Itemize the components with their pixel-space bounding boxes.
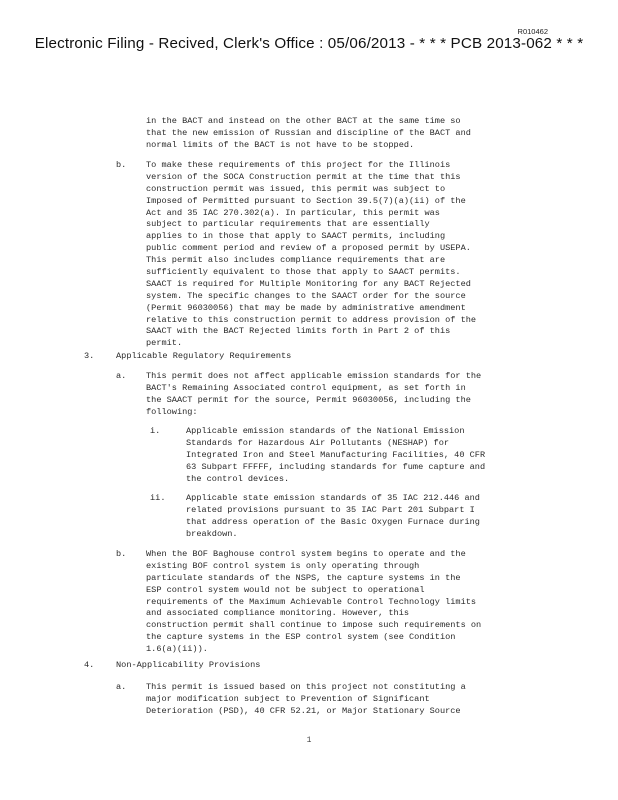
item-ii-paragraph — [186, 493, 480, 541]
item-3a-label: a. — [116, 371, 127, 381]
text-line: BACT's Remaining Associated control equipment, as set forth in — [146, 382, 466, 393]
text-line: the SAACT permit for the source, Permit 96030056, including the — [146, 394, 471, 405]
text-line: To make these requirements of this project for the Illinois — [146, 160, 451, 170]
text-line: ESP control system would not be subject to operational — [146, 584, 425, 595]
text-line: Integrated Iron and Steel Manufacturing Facilities, 40 CFR — [186, 449, 486, 460]
text-line: Act and 35 IAC 270.302(a). In particular, this permit was — [146, 207, 440, 218]
item-ii-label: ii. — [150, 493, 166, 503]
text-line: Imposed of Permitted pursuant to Section 39.5(7)(a)(ii) of the — [146, 195, 466, 206]
text-line: permit. — [146, 338, 183, 349]
text-line: SAACT with the BACT Rejected limits forth in Part 2 of this — [146, 326, 451, 337]
text-line: particulate standards of the NSPS, the capture systems in the — [146, 572, 461, 583]
text-line: that address operation of the Basic Oxygen Furnace during — [186, 516, 480, 527]
item-i-paragraph — [186, 426, 485, 485]
text-line: This permit does not affect applicable emission standards for the — [146, 371, 482, 381]
intro-paragraph — [146, 116, 471, 152]
text-line: SAACT is required for Multiple Monitoring for any BACT Rejected — [146, 278, 471, 289]
text-line: construction permit shall continue to impose such requirements on — [146, 620, 482, 631]
text-line: Applicable emission standards of the National Emission — [186, 426, 465, 436]
item-3b-paragraph — [146, 549, 481, 656]
text-line: Standards for Hazardous Air Pollutants (NESHAP) for — [186, 437, 450, 448]
text-line: This permit also includes compliance requirements that are — [146, 255, 446, 266]
text-line: breakdown. — [186, 528, 238, 539]
item-4a-label: a. — [116, 682, 127, 692]
item-3b-label: b. — [116, 549, 127, 559]
text-line: (Permit 96030056) that may be made by administrative amendment — [146, 302, 466, 313]
section-3-title: Applicable Regulatory Requirements — [116, 351, 292, 361]
text-line: sufficiently equivalent to those that apply to SAACT permits. — [146, 267, 461, 278]
text-line: subject to particular requirements that are essentially — [146, 219, 430, 230]
text-line: construction permit was issued, this permit was subject to — [146, 183, 446, 194]
text-line: 1.6(a)(ii)). — [146, 644, 208, 655]
item-i-label: i. — [150, 426, 161, 436]
text-line: Applicable state emission standards of 35 IAC 212.446 and — [186, 493, 480, 503]
text-line: existing BOF control system is only operating through — [146, 560, 420, 571]
text-line: requirements of the Maximum Achievable Control Technology limits — [146, 596, 477, 607]
text-line: This permit is issued based on this project not constituting a — [146, 682, 466, 692]
text-line: version of the SOCA Construction permit at the time that this — [146, 171, 461, 182]
text-line: that the new emission of Russian and discipline of the BACT and — [146, 127, 471, 138]
text-line: major modification subject to Prevention of Significant — [146, 693, 430, 704]
text-line: in the BACT and instead on the other BACT at the same time so — [146, 116, 461, 126]
text-line: Deterioration (PSD), 40 CFR 52.21, or Major Stationary Source — [146, 705, 461, 716]
section-4-number: 4. — [84, 660, 95, 670]
item-b-label: b. — [116, 160, 127, 170]
item-3a-paragraph — [146, 371, 481, 419]
text-line: public comment period and review of a proposed permit by USEPA. — [146, 243, 471, 254]
text-line: and associated compliance monitoring. However, this — [146, 608, 410, 619]
filing-stamp: Electronic Filing - Recived, Clerk's Office : 05/06/2013 - * * * PCB 2013-062 * * * — [34, 35, 584, 52]
section-4-title: Non-Applicability Provisions — [116, 660, 261, 670]
text-line: the capture systems in the ESP control system (see Condition — [146, 632, 456, 643]
item-b-paragraph — [146, 160, 476, 350]
text-line: the control devices. — [186, 473, 290, 484]
text-line: relative to this construction permit to address provision of the — [146, 314, 477, 325]
document-id: R010462 — [517, 27, 548, 36]
text-line: 63 Subpart FFFFF, including standards for fume capture and — [186, 461, 486, 472]
section-3-number: 3. — [84, 351, 95, 361]
item-4a-paragraph — [146, 682, 466, 718]
text-line: system. The specific changes to the SAACT order for the source — [146, 290, 466, 301]
text-line: normal limits of the BACT is not have to be stopped. — [146, 139, 415, 150]
text-line: following: — [146, 406, 198, 417]
text-line: related provisions pursuant to 35 IAC Part 201 Subpart I — [186, 504, 475, 515]
text-line: When the BOF Baghouse control system begins to operate and the — [146, 549, 466, 559]
page-number: 1 — [306, 736, 312, 745]
text-line: applies to in those that apply to SAACT permits, including — [146, 231, 446, 242]
